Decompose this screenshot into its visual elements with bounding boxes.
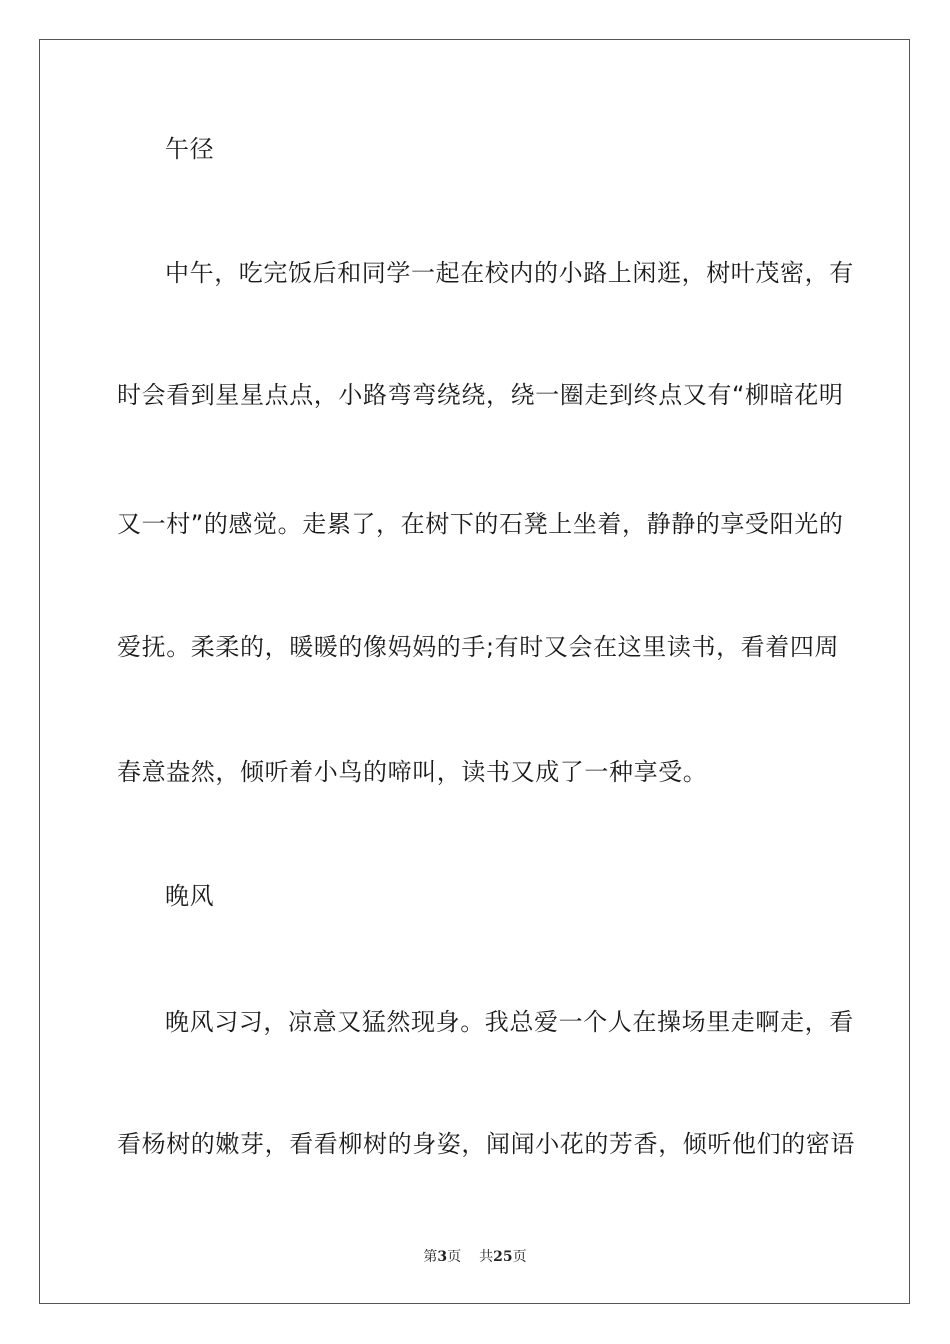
footer-page-prefix: 第 bbox=[423, 1249, 438, 1265]
footer-page-number: 3 bbox=[437, 1249, 448, 1265]
footer-page-suffix: 页 bbox=[447, 1249, 462, 1265]
paragraph-line: 又一村”的感觉。走累了，在树下的石凳上坐着，静静的享受阳光的 bbox=[117, 510, 844, 538]
footer-total-prefix: 共 bbox=[479, 1249, 494, 1265]
page-footer bbox=[0, 1248, 950, 1266]
footer-total-pages: 25 bbox=[493, 1249, 513, 1265]
section-heading-noon-path: 午径 bbox=[165, 135, 215, 163]
paragraph-line: 爱抚。柔柔的，暖暖的像妈妈的手;有时又会在这里读书，看着四周 bbox=[117, 633, 840, 661]
section-heading-evening-breeze: 晚风 bbox=[165, 882, 215, 910]
paragraph-line: 中午，吃完饭后和同学一起在校内的小路上闲逛，树叶茂密，有 bbox=[165, 259, 854, 287]
paragraph-line: 看杨树的嫩芽，看看柳树的身姿，闻闻小花的芳香，倾听他们的密语 bbox=[117, 1130, 855, 1158]
paragraph-line: 春意盎然，倾听着小鸟的啼叫，读书又成了一种享受。 bbox=[117, 758, 708, 786]
footer-total-suffix: 页 bbox=[512, 1249, 527, 1265]
paragraph-line: 时会看到星星点点，小路弯弯绕绕，绕一圈走到终点又有“柳暗花明 bbox=[117, 381, 844, 409]
paragraph-line: 晚风习习，凉意又猛然现身。我总爱一个人在操场里走啊走，看 bbox=[165, 1008, 854, 1036]
page-border bbox=[39, 39, 910, 1304]
